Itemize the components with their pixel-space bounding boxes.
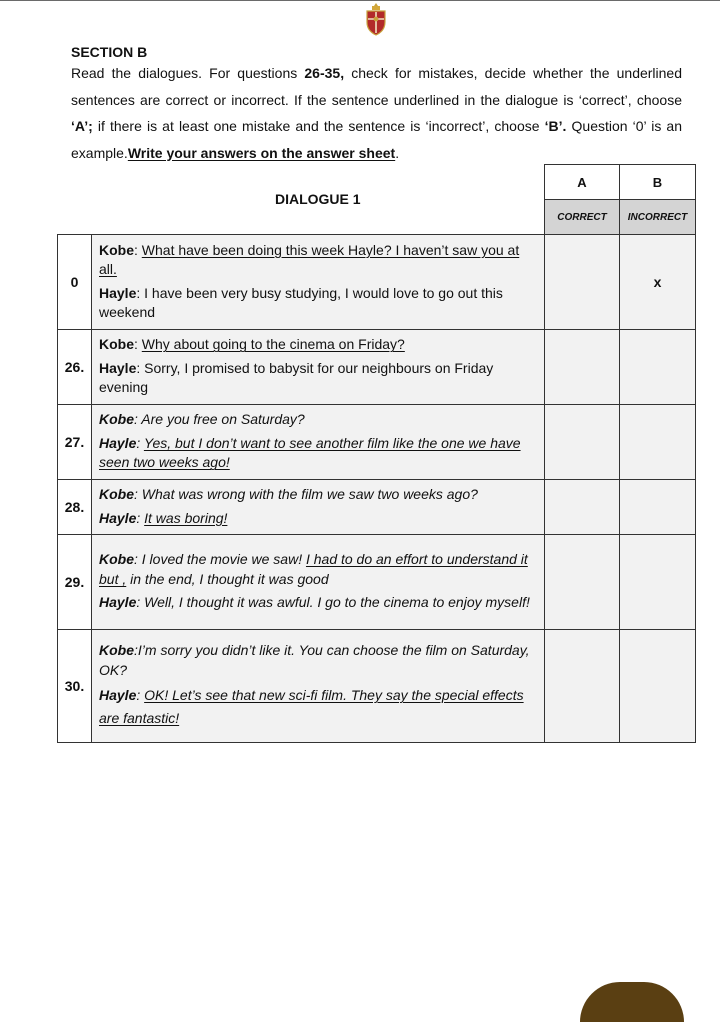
answer-a-cell[interactable] (545, 235, 620, 330)
column-a-label: CORRECT (545, 200, 620, 235)
question-number: 30. (58, 630, 92, 743)
speaker: Hayle (99, 359, 137, 376)
underlined-sentence: I had to do an effort to understand it but , (99, 551, 528, 587)
column-b-label: INCORRECT (620, 200, 696, 235)
speaker: Kobe (99, 241, 134, 258)
column-b-header: B (620, 165, 696, 200)
dialogue-lines: Kobe: Are you free on Saturday? Hayle: Yes, but I don’t want to see another film like the one we have seen two weeks ago! (92, 405, 545, 480)
question-row-30 (58, 630, 696, 743)
underlined-sentence: What have been doing this week Hayle? I haven’t saw you at all. (99, 241, 520, 277)
question-number: 0 (58, 235, 92, 330)
dialogue-lines: Kobe: What was wrong with the film we saw two weeks ago? Hayle: It was boring! (92, 480, 545, 535)
top-rule (0, 0, 720, 1)
section-title: SECTION B (71, 44, 148, 60)
answer-b-cell[interactable] (620, 535, 696, 630)
underlined-sentence: Yes, but I don’t want to see another film like the one we have seen two weeks ago! (99, 434, 521, 471)
question-row-0 (58, 235, 696, 330)
column-a-header: A (545, 165, 620, 200)
speaker: Hayle (99, 434, 137, 451)
speaker: Hayle (99, 509, 137, 526)
answer-b-cell[interactable] (620, 405, 696, 480)
dialogue-lines: Kobe: Why about going to the cinema on Friday? Hayle: Sorry, I promised to babysit for our neighbours on Friday evening (92, 330, 545, 405)
question-row-27 (58, 405, 696, 480)
answer-a-cell[interactable] (545, 405, 620, 480)
speaker: Kobe (99, 551, 134, 568)
answer-b-cell[interactable] (620, 330, 696, 405)
dialogue-lines: Kobe: I loved the movie we saw! I had to do an effort to understand it but , in the end, I thought it was good Hayle: Well, I thought it was awful. I go to the cinema to enjoy myself! (92, 535, 545, 630)
dialogue-lines: Kobe: What have been doing this week Hayle? I haven’t saw you at all. Hayle: I have been very busy studying, I would love to go out this weekend (92, 235, 545, 330)
question-row-29 (58, 535, 696, 630)
question-number: 28. (58, 480, 92, 535)
question-number: 26. (58, 330, 92, 405)
answer-b-cell[interactable] (620, 480, 696, 535)
question-number: 27. (58, 405, 92, 480)
question-number: 29. (58, 535, 92, 630)
instructions: Read the dialogues. For questions 26-35, check for mistakes, decide whether the underlined sentences are correct or incorrect. If the sentence underlined in the dialogue is ‘correct’, choose ‘A’; if there is at least one mistake and the sentence is ‘incorrect’, choose ‘B’. Question ‘0’ is an example.Write your answers on the answer sheet. (71, 65, 683, 161)
answer-sheet-note: Write your answers on the answer sheet (127, 144, 396, 161)
answer-b-cell[interactable] (620, 630, 696, 743)
speaker: Hayle (99, 687, 137, 703)
speaker: Hayle (99, 594, 137, 611)
speaker: Hayle (99, 284, 137, 301)
dialogue-title: DIALOGUE 1 (92, 165, 545, 235)
speaker: Kobe (99, 411, 134, 428)
underlined-sentence: Why about going to the cinema on Friday? (141, 336, 405, 353)
underlined-sentence: OK! Let’s see that new sci-fi film. They say the special effects are fantastic! (99, 687, 524, 726)
corner-decoration (580, 982, 684, 1022)
answer-b-cell[interactable]: x (620, 235, 696, 330)
dialogue-table (57, 164, 696, 743)
dialogue-lines: Kobe:I’m sorry you didn’t like it. You can choose the film on Saturday, OK? Hayle: OK! Let’s see that new sci-fi film. They say the special effects are fantastic! (92, 630, 545, 743)
underlined-sentence: It was boring! (144, 509, 228, 526)
school-crest-icon (364, 2, 388, 36)
answer-a-cell[interactable] (545, 480, 620, 535)
answer-a-cell[interactable] (545, 330, 620, 405)
question-row-26 (58, 330, 696, 405)
answer-a-cell[interactable] (545, 630, 620, 743)
speaker: Kobe (99, 642, 134, 658)
speaker: Kobe (99, 336, 134, 353)
answer-a-cell[interactable] (545, 535, 620, 630)
question-row-28 (58, 480, 696, 535)
speaker: Kobe (99, 486, 134, 502)
